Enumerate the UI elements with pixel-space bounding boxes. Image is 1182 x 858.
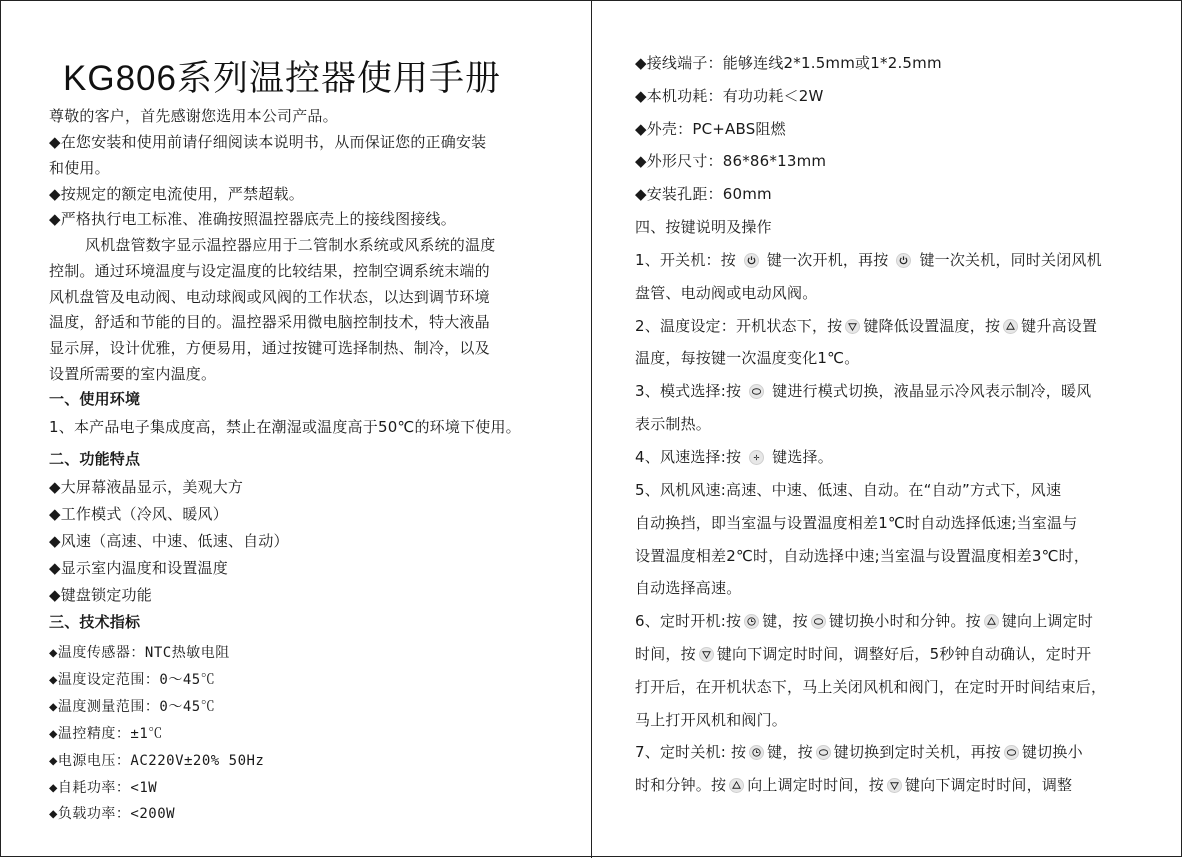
text-line: 自动选择高速。 (635, 579, 742, 597)
text-line: 自动换挡，即当室温与设置温度相差1℃时自动选择低速;当室温与 (635, 514, 1078, 532)
text-line: 6、定时开机:按 键，按 键切换小时和分钟。按 键向上调定时 (635, 612, 1094, 630)
text-line: 和使用。 (49, 159, 110, 177)
text-line: ◆温度测量范围：0～45℃ (49, 699, 216, 715)
clock-icon (749, 745, 764, 760)
text-line: 打开后，在开机状态下，马上关闭风机和阀门，在定时开时间结束后， (635, 678, 1107, 696)
column-divider (591, 1, 592, 858)
text-line: ◆在您安装和使用前请仔细阅读本说明书，从而保证您的正确安装 (49, 133, 487, 151)
text-line: ◆严格执行电工标准、准确按照温控器底壳上的接线图接线。 (49, 210, 456, 228)
up-triangle-icon (729, 778, 744, 793)
power-icon (744, 253, 759, 268)
down-triangle-icon (845, 319, 860, 334)
fan-icon (749, 450, 764, 465)
text-line: ◆外形尺寸：86*86*13mm (635, 152, 827, 170)
text-line: 温度，每按键一次温度变化1℃。 (635, 349, 860, 367)
text-line: 盘管、电动阀或电动风阀。 (635, 284, 818, 302)
text-line: ◆负载功率：<200W (49, 806, 176, 822)
text-line: ◆自耗功率：<1W (49, 780, 158, 796)
mode-oval-icon (816, 745, 831, 760)
text-line: ◆外壳：PC+ABS阻燃 (635, 120, 786, 138)
text-line: ◆温度设定范围：0～45℃ (49, 672, 216, 688)
text-line: ◆工作模式（冷风、暖风） (49, 505, 228, 523)
text-line: ◆按规定的额定电流使用，严禁超载。 (49, 185, 304, 203)
up-triangle-icon (984, 614, 999, 629)
text-line: ◆温控精度：±1℃ (49, 726, 163, 742)
text-line: 时间，按 键向下调定时时间，调整好后，5秒钟自动确认，定时开 (635, 645, 1092, 663)
text-line: 时和分钟。按 向上调定时时间，按 键向下调定时时间，调整 (635, 776, 1073, 794)
clock-icon (744, 614, 759, 629)
mode-oval-icon (811, 614, 826, 629)
text-line: 显示屏，设计优雅，方便易用，通过按键可选择制热、制冷，以及 (49, 339, 490, 357)
text-line: 5、风机风速:高速、中速、低速、自动。在“自动”方式下，风速 (635, 481, 1062, 499)
text-line: 温度，舒适和节能的目的。温控器采用微电脑控制技术，特大液晶 (49, 313, 490, 331)
text-line: 风机盘管数字显示温控器应用于二管制水系统或风系统的温度 (85, 236, 496, 254)
text-line: ◆电源电压：AC220V±20% 50Hz (49, 753, 265, 769)
text-line: ◆本机功耗：有功功耗＜2W (635, 87, 824, 105)
text-line: 1、本产品电子集成度高，禁止在潮湿或温度高于50℃的环境下使用。 (49, 418, 521, 436)
text-line: 3、模式选择:按 键进行模式切换，液晶显示冷风表示制冷，暖风 (635, 382, 1092, 400)
page-title: KG806系列温控器使用手册 (63, 59, 501, 98)
text-line: 尊敬的客户，首先感谢您选用本公司产品。 (49, 107, 338, 125)
text-line: ◆安装孔距：60mm (635, 185, 772, 203)
text-line: 2、温度设定：开机状态下，按 键降低设置温度，按 键升高设置 (635, 317, 1098, 335)
text-line: 4、风速选择:按 键选择。 (635, 448, 833, 466)
text-line: 1、开关机：按 键一次开机，再按 键一次关机，同时关闭风机 (635, 251, 1102, 269)
down-triangle-icon (887, 778, 902, 793)
section-heading: 三、技术指标 (49, 613, 141, 631)
text-line: ◆显示室内温度和设置温度 (49, 559, 228, 577)
section-heading: 一、使用环境 (49, 390, 141, 408)
text-line: 表示制热。 (635, 415, 712, 433)
mode-oval-icon (749, 384, 764, 399)
text-line: ◆键盘锁定功能 (49, 586, 152, 604)
down-triangle-icon (699, 647, 714, 662)
text-line: 马上打开风机和阀门。 (635, 711, 788, 729)
text-line: ◆风速（高速、中速、低速、自动） (49, 532, 289, 550)
text-line: 设置温度相差2℃时，自动选择中速;当室温与设置温度相差3℃时， (635, 547, 1090, 565)
text-line: ◆大屏幕液晶显示，美观大方 (49, 478, 244, 496)
text-line: 设置所需要的室内温度。 (49, 365, 217, 383)
section-heading: 四、按键说明及操作 (635, 218, 772, 236)
text-line: 控制。通过环境温度与设定温度的比较结果，控制空调系统末端的 (49, 262, 490, 280)
section-heading: 二、功能特点 (49, 450, 141, 468)
text-line: ◆接线端子：能够连线2*1.5mm或1*2.5mm (635, 54, 942, 72)
text-line: 7、定时关机: 按 键，按 键切换到定时关机，再按 键切换小 (635, 743, 1083, 761)
text-line: 风机盘管及电动阀、电动球阀或风阀的工作状态，以达到调节环境 (49, 288, 490, 306)
mode-oval-icon (1004, 745, 1019, 760)
text-line: ◆温度传感器：NTC热敏电阻 (49, 645, 230, 661)
power-icon (896, 253, 911, 268)
up-triangle-icon (1003, 319, 1018, 334)
